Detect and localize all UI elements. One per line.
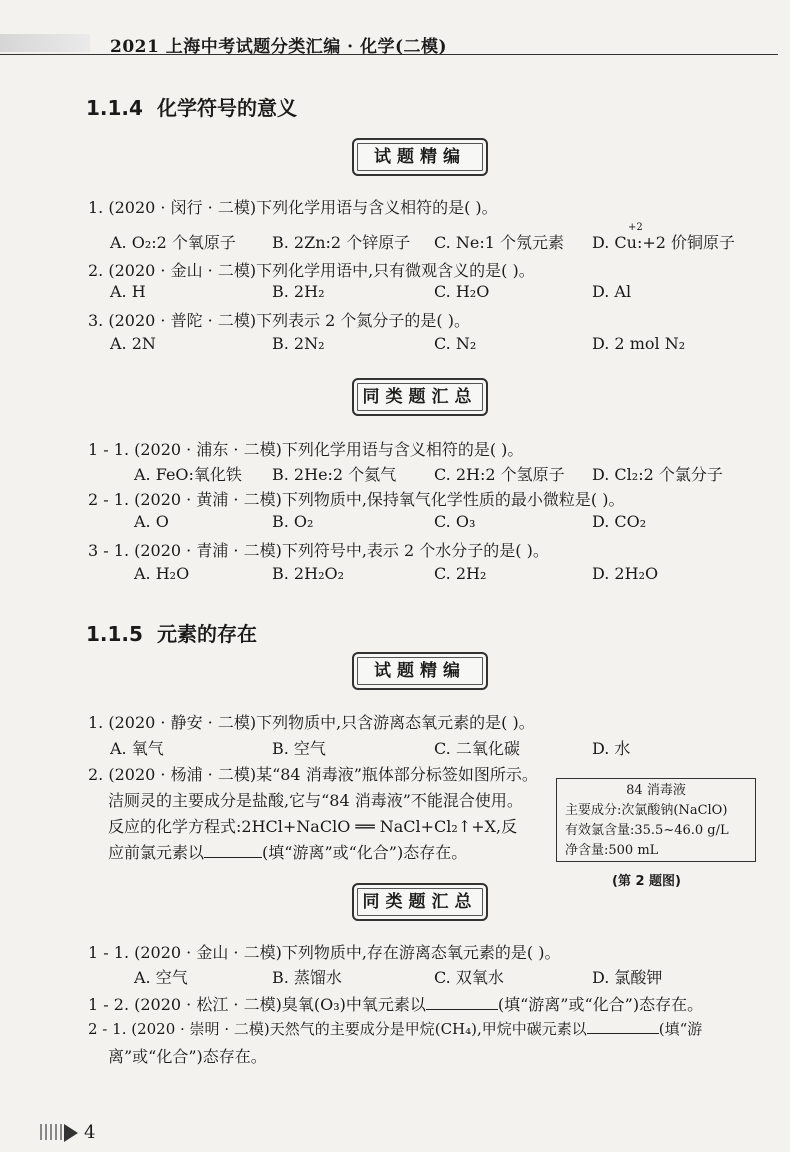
option-b: B. 2He:2 个氦气 (272, 465, 397, 484)
question-2-line-1: 2. (2020 · 杨浦 · 二模)某“84 消毒液”瓶体部分标签如图所示。 (88, 765, 538, 784)
option-a: A. 空气 (134, 968, 188, 987)
option-a: A. H (110, 282, 146, 301)
option-d: D. 水 (592, 739, 631, 758)
question-1: 1. (2020 · 闵行 · 二模)下列化学用语与含义相符的是( )。 (88, 198, 498, 217)
option-a: A. 氧气 (110, 739, 164, 758)
option-b: B. 2Zn:2 个锌原子 (272, 233, 411, 252)
section-title: 化学符号的意义 (156, 96, 297, 120)
question-1-1: 1 - 1. (2020 · 金山 · 二模)下列物质中,存在游离态氧元素的是( )。 (88, 943, 561, 962)
page-header (0, 28, 790, 57)
question-1-2-start: 1 - 2. (2020 · 松江 · 二模)臭氧(O₃)中氧元素以 (88, 995, 426, 1014)
question-3-1: 3 - 1. (2020 · 青浦 · 二模)下列符号中,表示 2 个水分子的是( )。 (88, 541, 549, 560)
question-1-2 (88, 992, 703, 1015)
question-2-line-2: 洁厕灵的主要成分是盐酸,它与“84 消毒液”不能混合使用。 (108, 791, 523, 810)
option-d: D. Al (592, 282, 632, 301)
charge-superscript: +2 (628, 222, 643, 233)
answer-blank[interactable] (204, 843, 262, 858)
option-d: D. 氯酸钾 (592, 968, 663, 987)
answer-blank[interactable] (587, 1019, 659, 1034)
section-number: 1.1.4 (86, 96, 143, 120)
question-2-1 (88, 1018, 702, 1039)
similar-badge: 同类题汇总 (352, 883, 488, 921)
option-c: C. 2H₂ (434, 564, 487, 583)
label-title: 84 消毒液 (626, 783, 686, 798)
question-1: 1. (2020 · 静安 · 二模)下列物质中,只含游离态氧元素的是( )。 (88, 713, 535, 732)
option-b: B. 2H₂O₂ (272, 564, 345, 583)
figure-caption: (第 2 题图) (612, 874, 681, 889)
practice-badge: 试题精编 (352, 138, 488, 176)
option-d: D. 2 mol N₂ (592, 334, 686, 353)
option-b: B. 2N₂ (272, 334, 325, 353)
option-a: A. O (134, 512, 169, 531)
option-a: A. H₂O (134, 564, 190, 583)
option-c: C. H₂O (434, 282, 490, 301)
question-2-line-4-start: 应前氯元素以 (108, 843, 205, 862)
header-rule (0, 54, 778, 55)
option-b: B. 空气 (272, 739, 326, 758)
question-1-1: 1 - 1. (2020 · 浦东 · 二模)下列化学用语与含义相符的是( )。 (88, 440, 524, 459)
option-c: C. 双氧水 (434, 968, 504, 987)
option-d: D. Cl₂:2 个氯分子 (592, 465, 723, 484)
option-d: D. CO₂ (592, 512, 647, 531)
question-2-1-end: (填“游 (658, 1020, 703, 1038)
option-c: C. O₃ (434, 512, 476, 531)
option-a: A. 2N (110, 334, 156, 353)
similar-badge: 同类题汇总 (352, 378, 488, 416)
section-title: 元素的存在 (156, 622, 257, 646)
question-1-2-end: (填“游离”或“化合”)态存在。 (497, 995, 704, 1014)
page-number: 4 (84, 1122, 96, 1143)
question-2-line-4 (108, 840, 467, 863)
option-c: C. N₂ (434, 334, 477, 353)
page-marker-icon (40, 1124, 62, 1140)
option-a: A. FeO:氧化铁 (134, 465, 242, 484)
disinfectant-label (556, 778, 756, 862)
option-b: B. O₂ (272, 512, 314, 531)
label-volume: 净含量:500 mL (565, 843, 659, 858)
question-2-1-continued: 离”或“化合”)态存在。 (108, 1047, 267, 1066)
option-c: C. 2H:2 个氢原子 (434, 465, 565, 484)
section-heading-115 (86, 618, 257, 647)
option-a: A. O₂:2 个氧原子 (110, 233, 236, 252)
header-title: 2021 上海中考试题分类汇编 · 化学(二模) (110, 37, 448, 57)
section-heading-114 (86, 92, 297, 121)
question-2-line-3: 反应的化学方程式:2HCl+NaClO ══ NaCl+Cl₂↑+X,反 (108, 817, 518, 836)
practice-badge: 试题精编 (352, 652, 488, 690)
label-chlorine: 有效氯含量:35.5~46.0 g/L (565, 823, 729, 838)
option-d: D. Cu:+2 价铜原子 (592, 233, 736, 252)
question-2: 2. (2020 · 金山 · 二模)下列化学用语中,只有微观含义的是( )。 (88, 261, 535, 280)
question-2-1: 2 - 1. (2020 · 黄浦 · 二模)下列物质中,保持氧气化学性质的最小微粒是( )。 (88, 490, 625, 509)
option-c: C. 二氧化碳 (434, 739, 520, 758)
question-3: 3. (2020 · 普陀 · 二模)下列表示 2 个氮分子的是( )。 (88, 311, 470, 330)
section-number: 1.1.5 (86, 622, 143, 646)
option-b: B. 蒸馏水 (272, 968, 342, 987)
question-2-1-start: 2 - 1. (2020 · 崇明 · 二模)天然气的主要成分是甲烷(CH₄),甲烷中碳元素以 (88, 1020, 587, 1038)
header-band (0, 34, 90, 52)
question-2-line-4-end: (填“游离”或“化合”)态存在。 (262, 843, 468, 862)
page-footer (40, 1122, 95, 1143)
arrow-icon (64, 1124, 78, 1142)
label-ingredient: 主要成分:次氯酸钠(NaClO) (565, 803, 728, 818)
option-d: D. 2H₂O (592, 564, 659, 583)
answer-blank[interactable] (426, 995, 498, 1010)
option-c: C. Ne:1 个氖元素 (434, 233, 564, 252)
option-b: B. 2H₂ (272, 282, 325, 301)
